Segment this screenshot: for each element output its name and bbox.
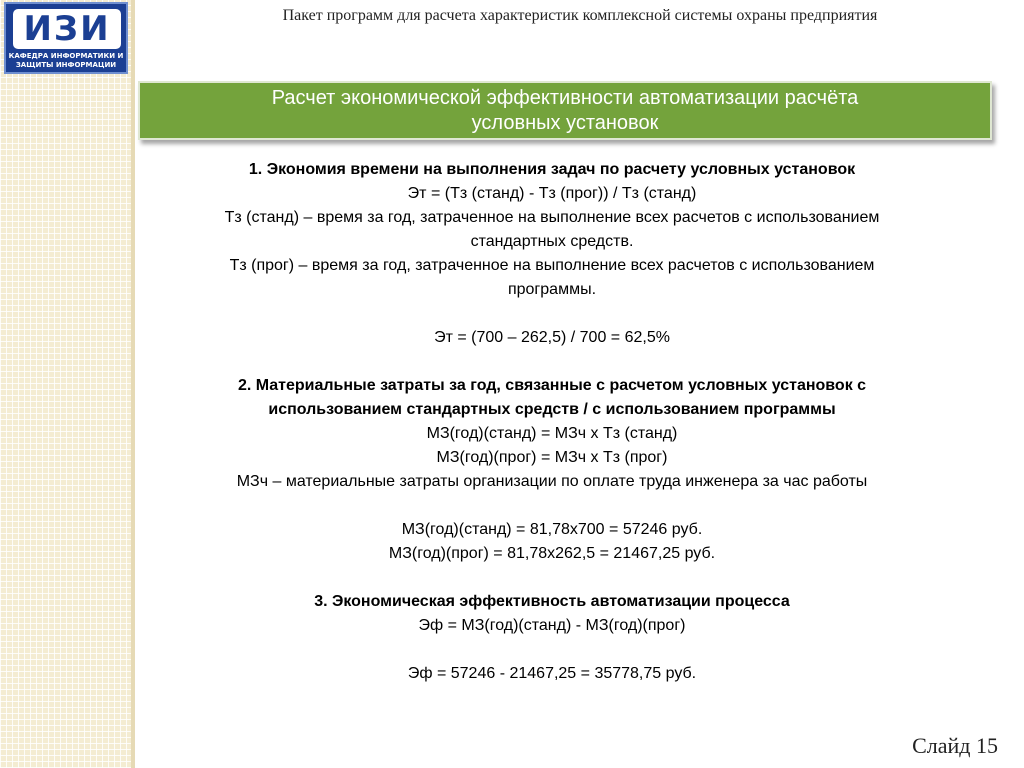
- section1-def1-line1: Тз (станд) – время за год, затраченное на выполнение всех расчетов с использованием: [224, 209, 880, 226]
- section2-formula1: МЗ(год)(станд) = МЗч х Тз (станд): [426, 425, 678, 442]
- slide-content: [140, 158, 964, 686]
- slide-title-line2: условных установок: [471, 111, 659, 134]
- slide-title-line1: Расчет экономической эффективности автоматизации расчёта: [271, 86, 859, 109]
- section1-def1-line2: стандартных средств.: [470, 233, 634, 250]
- department-logo: [4, 2, 128, 74]
- sidebar-pattern: [0, 0, 131, 768]
- section2-heading-line1: 2. Материальные затраты за год, связанные с расчетом условных установок с: [237, 377, 867, 394]
- section2-calc2: МЗ(год)(прог) = 81,78х262,5 = 21467,25 руб.: [388, 545, 716, 562]
- slide-number: Слайд 15: [912, 733, 998, 758]
- section2-calc1: МЗ(год)(станд) = 81,78х700 = 57246 руб.: [401, 521, 703, 538]
- section2-def: МЗч – материальные затраты организации по оплате труда инженера за час работы: [236, 473, 868, 490]
- logo-letter-box: [13, 9, 121, 49]
- section3-heading: 3. Экономическая эффективность автоматизации процесса: [314, 593, 790, 610]
- section2-heading-line2: использованием стандартных средств / с использованием программы: [268, 401, 836, 418]
- header-text: Пакет программ для расчета характеристик комплексной системы охраны предприятия: [282, 7, 878, 24]
- slide-title: [145, 86, 985, 136]
- section3-formula: Эф = МЗ(год)(станд) - МЗ(год)(прог): [418, 617, 686, 634]
- section1-formula: Эт = (Тз (станд) - Тз (прог)) / Тз (станд): [407, 185, 697, 202]
- logo-subtitle-line1: КАФЕДРА ИНФОРМАТИКИ И: [8, 52, 124, 60]
- spacer: [140, 566, 964, 590]
- logo-letters: ИЗИ: [23, 9, 111, 49]
- spacer: [140, 638, 964, 662]
- sidebar-edge: [131, 0, 135, 768]
- section1-def2-line2: программы.: [507, 281, 597, 298]
- section2-formula2: МЗ(год)(прог) = МЗч х Тз (прог): [436, 449, 668, 466]
- logo-subtitle-line2: ЗАЩИТЫ ИНФОРМАЦИИ: [15, 61, 117, 69]
- section1-calc: Эт = (700 – 262,5) / 700 = 62,5%: [434, 329, 670, 346]
- spacer: [140, 350, 964, 374]
- section1-def2-line1: Тз (прог) – время за год, затраченное на выполнение всех расчетов с использованием: [229, 257, 875, 274]
- section1-heading: 1. Экономия времени на выполнения задач по расчету условных установок: [248, 161, 856, 178]
- section3-calc: Эф = 57246 - 21467,25 = 35778,75 руб.: [407, 665, 697, 682]
- spacer: [140, 494, 964, 518]
- logo-subtitle: [8, 52, 124, 70]
- spacer: [140, 302, 964, 326]
- title-banner: [138, 81, 992, 140]
